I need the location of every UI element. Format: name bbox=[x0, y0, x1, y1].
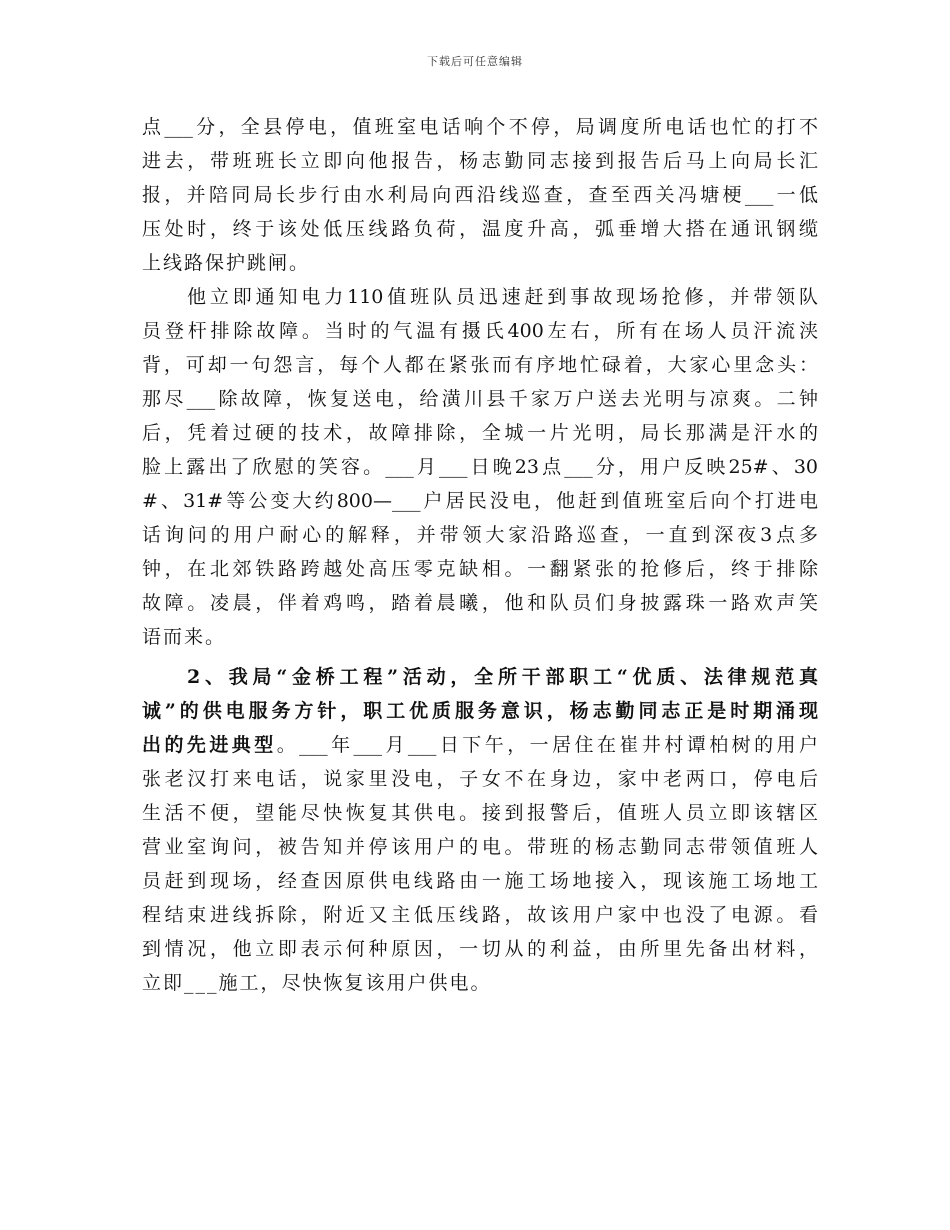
text-line: 程结束进线拆除，附近又主低压线路，故该用户家中也没了电源。看 bbox=[142, 904, 818, 926]
text-line: 报，并陪同局长步行由水利局向西沿线巡查，查至西关冯塘梗___一低 bbox=[142, 184, 818, 206]
text-line: 生活不便，望能尽快恢复其供电。接到报警后，值班人员立即该辖区 bbox=[142, 802, 818, 824]
bold-phrase: 出的先进典型 bbox=[142, 734, 277, 756]
text-line: 进去，带班班长立即向他报告，杨志勤同志接到报告后马上向局长汇 bbox=[142, 150, 818, 172]
text-line: 话询问的用户耐心的解释，并带领大家沿路巡查，一直到深夜3点多 bbox=[142, 524, 818, 546]
paragraph-1 bbox=[142, 110, 818, 280]
paragraph-3 bbox=[142, 660, 818, 1000]
text-line: 后，凭着过硬的技术，故障排除，全城一片光明，局长那满是汗水的 bbox=[142, 422, 818, 444]
text-line: 张老汉打来电话，说家里没电，子女不在身边，家中老两口，停电后 bbox=[142, 768, 818, 790]
text-line: 员赶到现场，经查因原供电线路由一施工场地接入，现该施工场地工 bbox=[142, 870, 818, 892]
text-line: 他立即通知电力110值班队员迅速赶到事故现场抢修，并带领队 bbox=[187, 286, 818, 308]
text-line: 那尽___除故障，恢复送电，给潢川县千家万户送去光明与凉爽。二钟 bbox=[142, 388, 818, 410]
text-line: 语而来。 bbox=[142, 626, 227, 648]
text-run: 。___年___月___日下午，一居住在崔井村谭柏树的用户 bbox=[276, 734, 818, 756]
paragraph-2 bbox=[142, 280, 818, 654]
text-line: 立即___施工，尽快恢复该用户供电。 bbox=[142, 972, 492, 994]
text-line-bold: 诚”的供电服务方针，职工优质服务意识，杨志勤同志正是时期涌现 bbox=[142, 700, 818, 722]
text-line: 脸上露出了欣慰的笑容。___月___日晚23点___分，用户反映25#、30 bbox=[142, 456, 818, 478]
text-line: 营业室询问，被告知并停该用户的电。带班的杨志勤同志带领值班人 bbox=[142, 836, 818, 858]
text-line-mixed bbox=[142, 728, 818, 762]
text-line: 压处时，终于该处低压线路负荷，温度升高，弧垂增大搭在通讯钢缆 bbox=[142, 218, 818, 240]
text-line: 故障。凌晨，伴着鸡鸣，踏着晨曦，他和队员们身披露珠一路欢声笑 bbox=[142, 592, 818, 614]
text-line: 员登杆排除故障。当时的气温有摄氏400左右，所有在场人员汗流浃 bbox=[142, 320, 818, 342]
document-body bbox=[142, 110, 818, 1000]
text-line: 背，可却一句怨言，每个人都在紧张而有序地忙碌着，大家心里念头： bbox=[142, 354, 818, 376]
text-line: 点___分，全县停电，值班室电话响个不停，局调度所电话也忙的打不 bbox=[142, 116, 818, 138]
text-line: 上线路保护跳闸。 bbox=[142, 252, 311, 274]
text-line: 到情况，他立即表示何种原因，一切从的利益，由所里先备出材料， bbox=[142, 938, 818, 960]
text-line: #、31#等公变大约800—___户居民没电，他赶到值班室后向个打进电 bbox=[142, 490, 818, 512]
text-line-bold: 2、我局“金桥工程”活动，全所干部职工“优质、法律规范真 bbox=[187, 666, 818, 688]
text-line: 钟，在北郊铁路跨越处高压零克缺相。一翻紧张的抢修后，终于排除 bbox=[142, 558, 818, 580]
page-header: 下载后可任意编辑 bbox=[427, 55, 523, 68]
